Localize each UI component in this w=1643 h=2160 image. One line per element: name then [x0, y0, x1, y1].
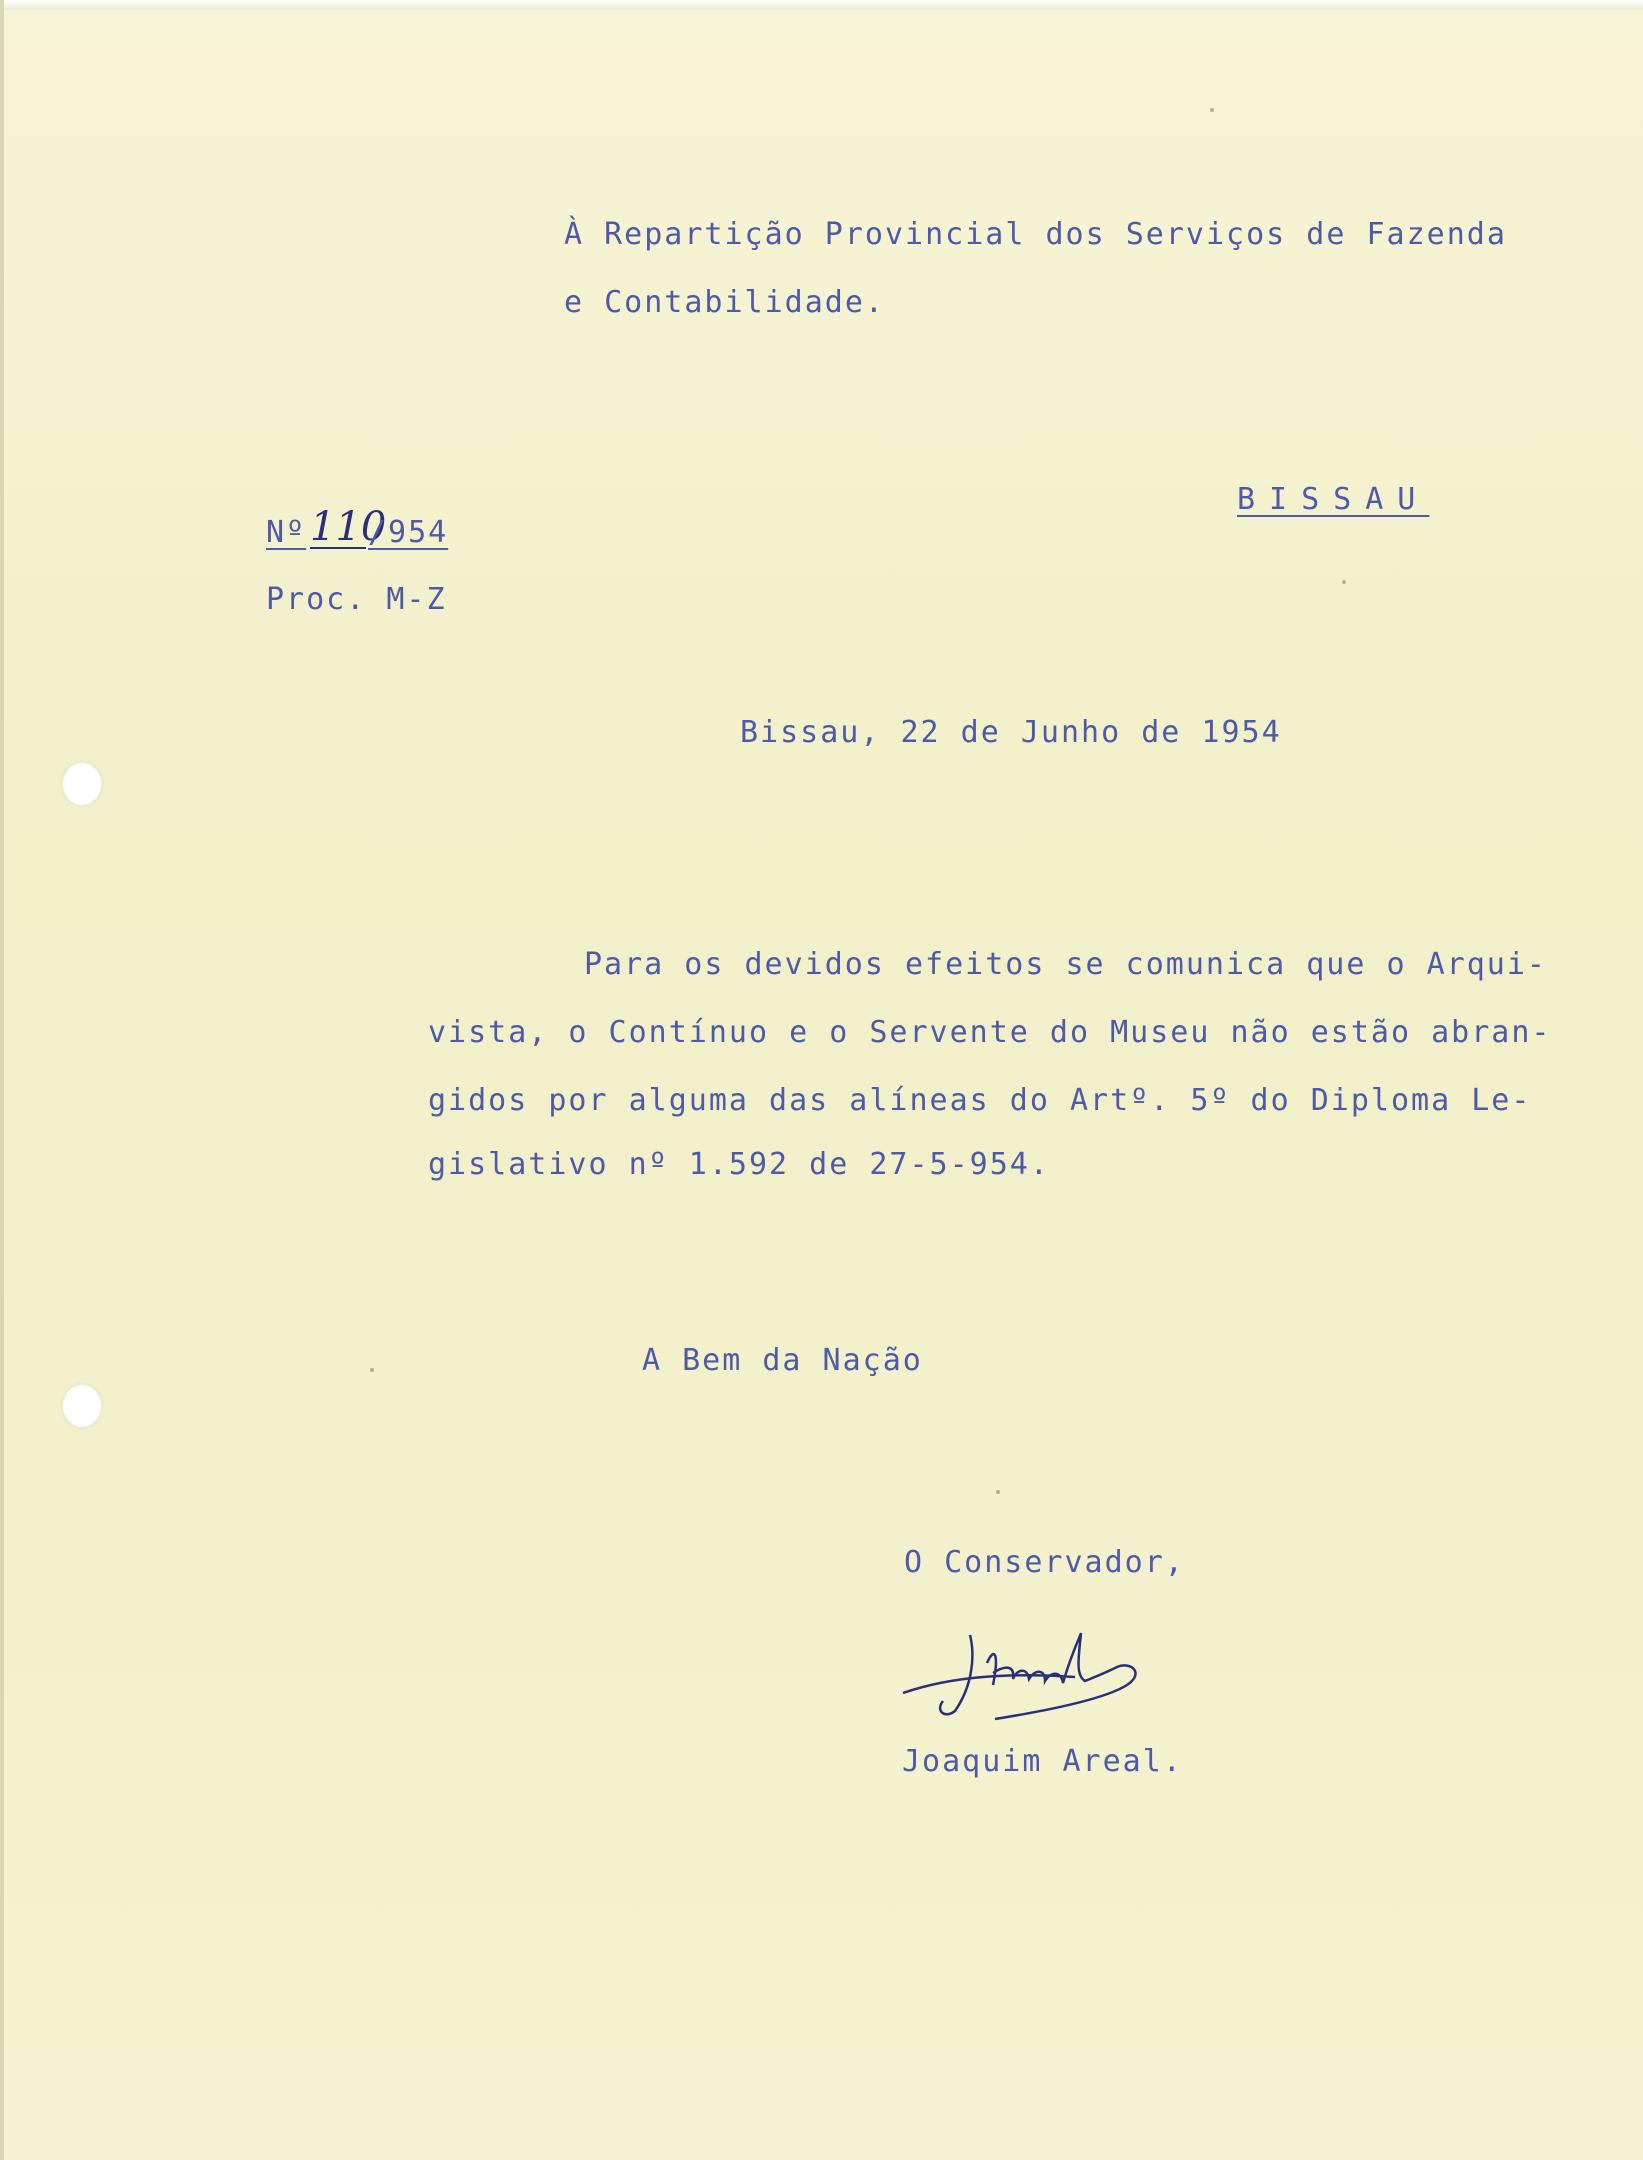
paper-top-edge: [0, 0, 1643, 10]
paper-speck: [1210, 108, 1214, 112]
city-header: BISSAU: [1237, 482, 1430, 517]
paper-left-edge: [0, 0, 4, 2160]
process-reference: Proc. M-Z: [266, 582, 447, 617]
body-line-4: gislativo nº 1.592 de 27-5-954.: [428, 1147, 1050, 1182]
signer-title: O Conservador,: [904, 1545, 1185, 1580]
handwritten-number-text: 110: [310, 504, 387, 550]
handwritten-number-110: [308, 500, 387, 556]
date-line: Bissau, 22 de Junho de 1954: [740, 715, 1282, 750]
body-line-3: gidos por alguma das alíneas do Artº. 5º do Diploma Le-: [428, 1083, 1532, 1118]
signer-name: Joaquim Areal.: [902, 1744, 1183, 1779]
reference-number-prefix: Nº: [266, 515, 307, 550]
paper-speck: [996, 1490, 1000, 1494]
punch-hole-top: [62, 762, 102, 806]
addressee-line-1: À Repartição Provincial dos Serviços de Fazenda: [564, 217, 1507, 252]
handwritten-signature: [895, 1615, 1205, 1735]
addressee-line-2: e Contabilidade.: [564, 285, 885, 320]
body-line-1: Para os devidos efeitos se comunica que o Arqui-: [584, 947, 1547, 982]
paper-speck: [370, 1368, 374, 1372]
body-line-2: vista, o Contínuo e o Servente do Museu não estão abran-: [428, 1015, 1552, 1050]
paper-speck: [1342, 580, 1346, 584]
punch-hole-bottom: [62, 1384, 102, 1428]
salutation: A Bem da Nação: [642, 1343, 923, 1378]
reference-number-suffix: /954: [368, 515, 449, 550]
